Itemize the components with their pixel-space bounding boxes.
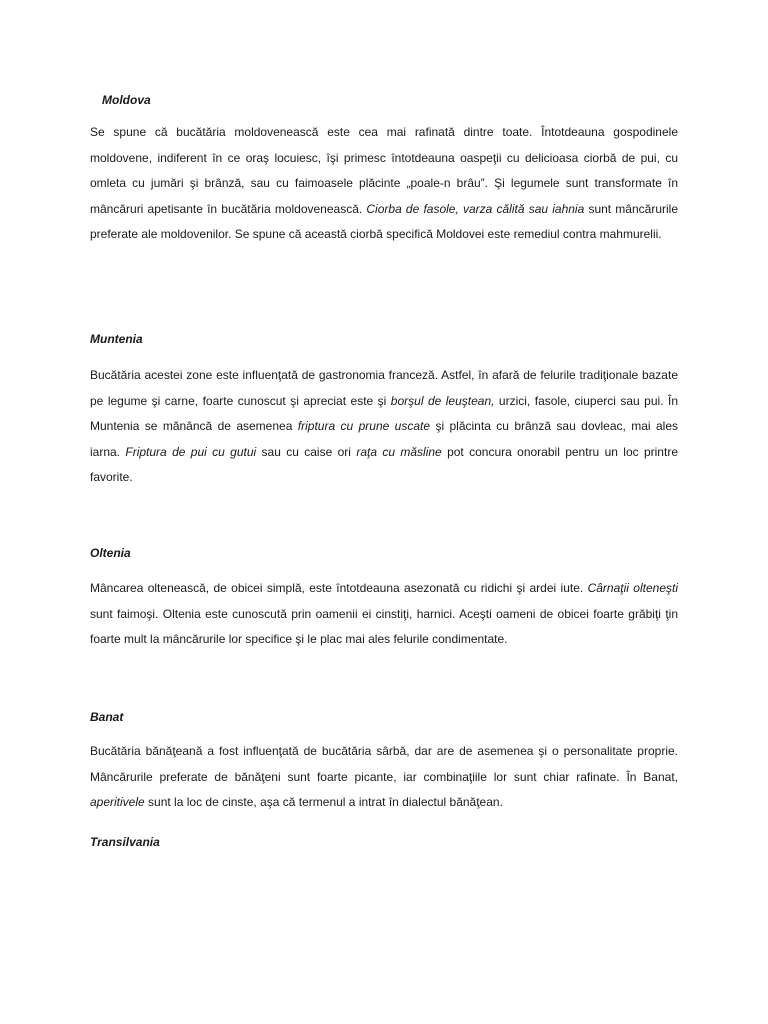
italic-phrase: raţa cu măsline xyxy=(356,444,442,459)
section-heading-moldova: Moldova xyxy=(102,93,151,107)
section-paragraph-muntenia xyxy=(90,363,678,491)
paragraph-text: pot concura onorabil pentru un loc printre favorite. xyxy=(90,444,678,484)
italic-phrase: Cârnaţii olteneşti xyxy=(587,581,678,595)
section-paragraph-banat xyxy=(90,739,678,816)
italic-phrase: borşul de leuştean, xyxy=(390,393,495,408)
paragraph-text: sau cu caise ori xyxy=(256,444,357,459)
section-paragraph-moldova xyxy=(90,120,678,248)
italic-phrase: Friptura de pui cu gutui xyxy=(125,444,257,459)
paragraph-text: Bucătăria acestei zone este influenţată de gastronomia franceză. Astfel, în afară de felurile tradiţionale bazate pe legume şi carne, foarte cunoscut şi apreciat este şi xyxy=(90,368,678,408)
paragraph-text: Se spune că bucătăria moldovenească este cea mai rafinată dintre toate. Întotdeauna gospodinele moldovene, indiferent în ce oraş locuiesc, îşi primesc întotdeauna oaspeţii cu delicioasa ciorbă de pui, cu omleta cu jumări şi brânză, sau cu faimoasele plăcinte „poale-n brâu”. Şi legumele sunt transformate în mâncăruri apetisante în bucătăria moldovenească. xyxy=(90,125,678,216)
section-heading-oltenia: Oltenia xyxy=(90,546,131,560)
paragraph-text: sunt faimoşi. Oltenia este cunoscută prin oamenii ei cinstiţi, harnici. Aceşti oameni de obicei foarte grăbiţi ţin foarte mult la mâncărurile lor specifice şi le plac mai ales felurile condimentate. xyxy=(90,606,678,646)
italic-phrase: Ciorba de fasole, varza călită sau iahnia xyxy=(366,201,585,216)
italic-phrase: friptura cu prune uscate xyxy=(297,419,431,433)
section-heading-muntenia: Muntenia xyxy=(90,332,143,346)
paragraph-text: urzici, fasole, ciuperci sau pui. În Muntenia se mănâncă de asemenea xyxy=(90,393,679,433)
section-heading-banat: Banat xyxy=(90,710,124,724)
paragraph-text: Mâncarea oltenească, de obicei simplă, este întotdeauna asezonată cu ridichi şi ardei iute. xyxy=(90,581,588,595)
paragraph-text: Bucătăria bănăţeană a fost influenţată de bucătăria sârbă, dar are de asemenea şi o personalitate proprie. Mâncărurile preferate de bănăţeni sunt foarte picante, iar combinaţiile lor sunt chiar rafinate. În Banat, xyxy=(90,744,678,784)
paragraph-text: sunt mâncărurile preferate ale moldovenilor. Se spune că această ciorbă specifică Moldovei este remediul contra mahmurelii. xyxy=(90,201,678,241)
italic-phrase: aperitivele xyxy=(90,795,145,809)
paragraph-text: şi plăcinta cu brânză sau dovleac, mai ales iarna. xyxy=(90,419,678,459)
section-heading-transilvania: Transilvania xyxy=(90,835,160,849)
section-paragraph-oltenia xyxy=(90,576,678,653)
paragraph-text: sunt la loc de cinste, aşa că termenul a intrat în dialectul bănăţean. xyxy=(144,795,503,809)
